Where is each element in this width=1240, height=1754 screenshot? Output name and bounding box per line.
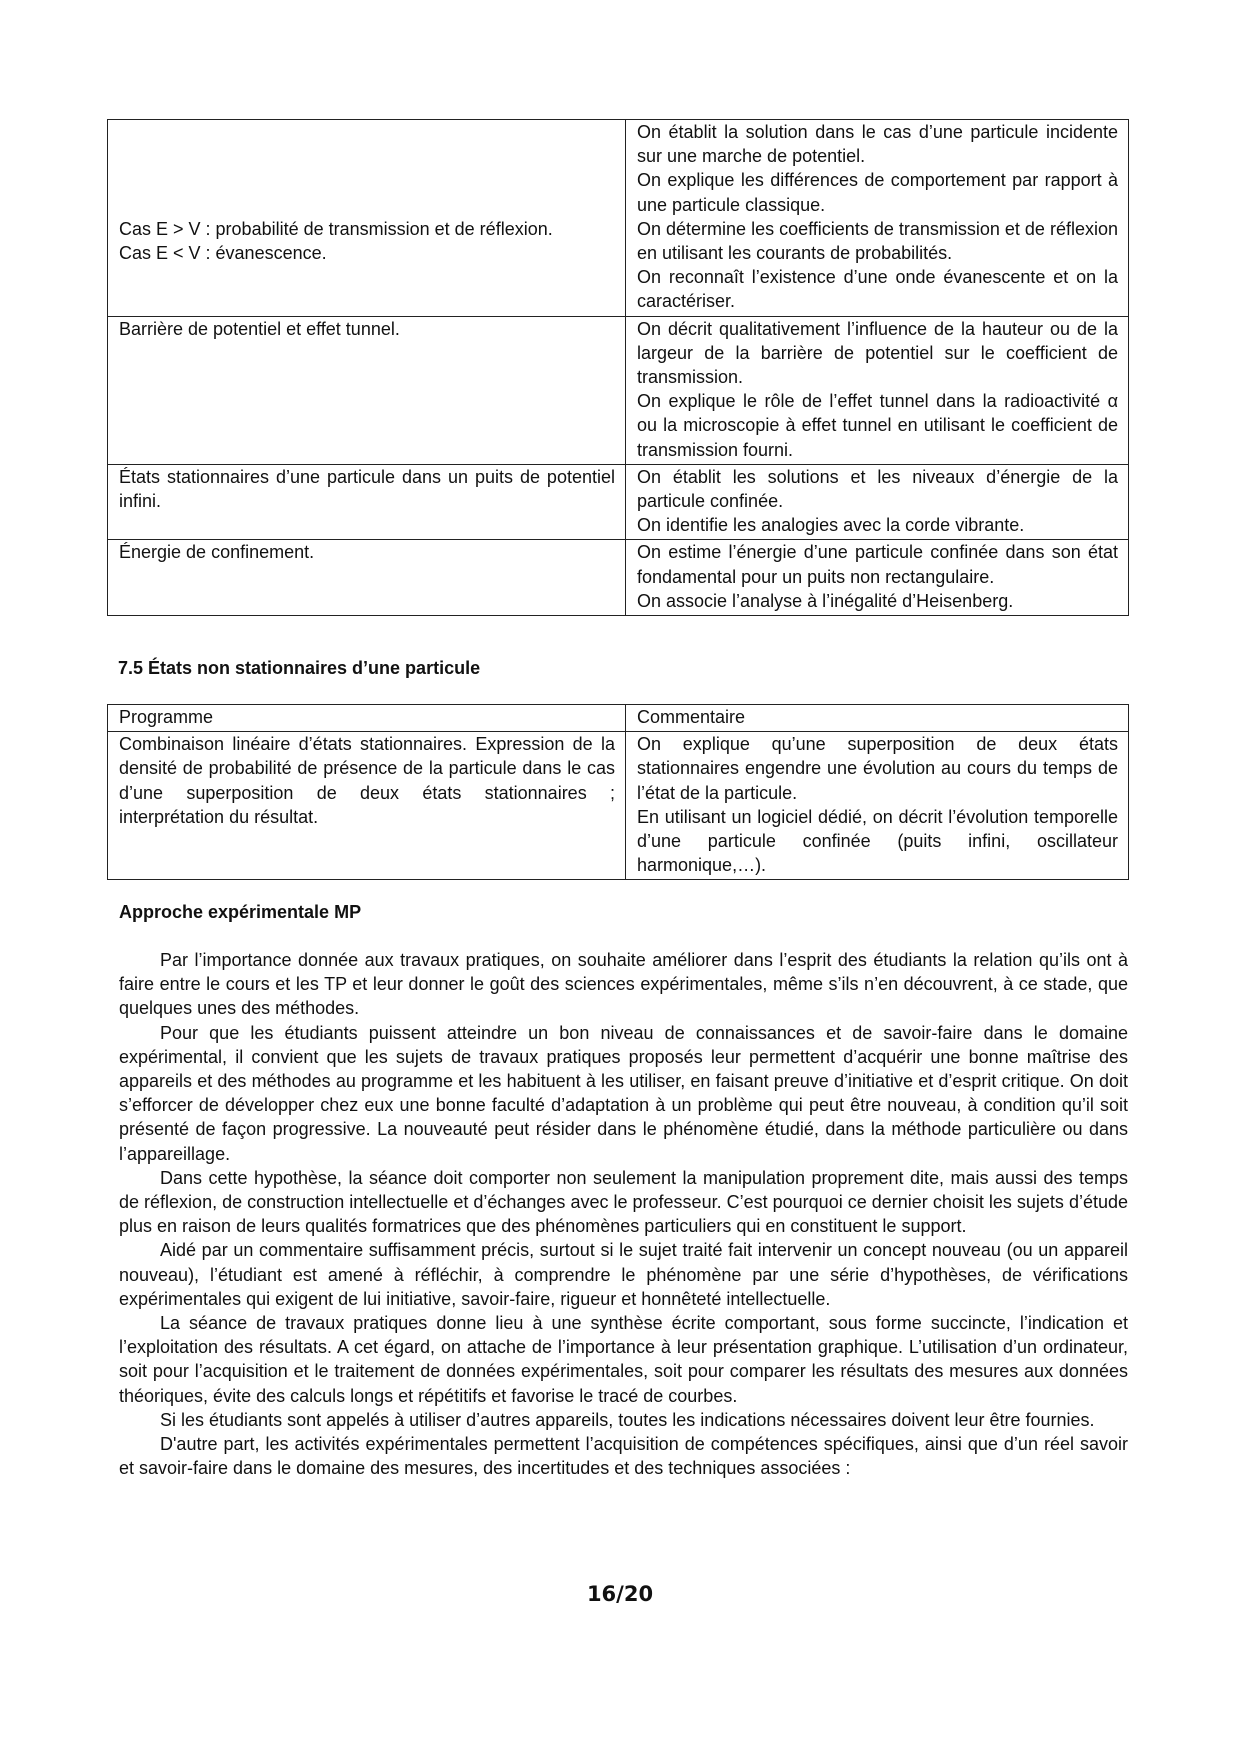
cell-text: On associe l’analyse à l’inégalité d’Heisenberg. [637, 590, 1014, 611]
cell-text: On établit la solution dans le cas d’une particule incidente sur une marche de potentiel. [637, 122, 1118, 167]
program-table-continued [107, 119, 1129, 616]
program-cell [108, 732, 626, 880]
header-commentaire: Commentaire [626, 705, 1129, 732]
paragraph: La séance de travaux pratiques donne lieu à une synthèse écrite comportant, sous forme succincte, l’indication et l’exploitation des résultats. A cet égard, on attache de l’importance à leur présentation graphique. L’utilisation d’un ordinateur, soit pour l’acquisition et le traitement de données expérimentales, soit pour comparer les résultats des mesures aux données théoriques, évite des calculs longs et répétitifs et favorise le tracé de courbes. [119, 1313, 1128, 1406]
table-header-row [108, 705, 1129, 732]
page-number: 16/20 [586, 1582, 654, 1606]
cell-text: Cas E > V : probabilité de transmission et de réflexion. [119, 218, 553, 239]
cell-text: On explique qu’une superposition de deux états stationnaires engendre une évolution au cours du temps de l’état de la particule. [637, 734, 1118, 803]
cell-text: Combinaison linéaire d’états stationnaires. Expression de la densité de probabilité de présence de la particule dans le cas d’une superposition de deux états stationnaires ; interprétation du résultat. [119, 734, 615, 827]
program-cell [108, 316, 626, 464]
table-row [108, 540, 1129, 616]
cell-text: En utilisant un logiciel dédié, on décrit l’évolution temporelle d’une particule confinée (puits infini, oscillateur harmonique,…). [637, 806, 1118, 876]
program-cell [108, 540, 626, 616]
program-cell [108, 464, 626, 540]
paragraph: Pour que les étudiants puissent atteindre un bon niveau de connaissances et de savoir-faire dans le domaine expérimental, il convient que les sujets de travaux pratiques proposés leur permettent d’acquérir une bonne maîtrise des appareils et des méthodes au programme et les habituent à les utiliser, en faisant preuve d’initiative et d’esprit critique. On doit s’efforcer de développer chez eux une bonne faculté d’adaptation à un problème qui peut être nouveau, à condition qu’il soit présenté de façon progressive. La nouveauté peut résider dans le phénomène étudié, dans la méthode particulière ou dans l’appareillage. [119, 1022, 1128, 1164]
comment-cell [626, 540, 1129, 616]
table-row [108, 464, 1129, 540]
table-row [108, 732, 1129, 880]
cell-text: On décrit qualitativement l’influence de la hauteur ou de la largeur de la barrière de potentiel sur le coefficient de transmission. [637, 318, 1118, 388]
comment-cell [626, 316, 1129, 464]
comment-cell [626, 732, 1129, 880]
cell-text: Barrière de potentiel et effet tunnel. [119, 318, 400, 339]
section-heading: 7.5 États non stationnaires d’une particule [118, 658, 481, 678]
cell-text: Cas E < V : évanescence. [119, 243, 327, 263]
paragraph: Dans cette hypothèse, la séance doit comporter non seulement la manipulation proprement dite, mais aussi des temps de réflexion, de construction intellectuelle et d’échanges avec le professeur. C’est pourquoi ce dernier choisit les sujets d’étude plus en raison de leurs qualités formatrices que des phénomènes particuliers qui en constituent le support. [119, 1167, 1128, 1237]
comment-cell [626, 464, 1129, 540]
approche-heading: Approche expérimentale MP [119, 902, 362, 922]
header-programme: Programme [108, 705, 626, 732]
table-row [108, 316, 1129, 464]
cell-text: On explique le rôle de l’effet tunnel dans la radioactivité α ou la microscopie à effet tunnel en utilisant le coefficient de transmission fourni. [637, 391, 1118, 460]
table-row [108, 120, 1129, 317]
program-table-7-5 [107, 704, 1129, 880]
cell-text: Énergie de confinement. [119, 542, 315, 563]
cell-text: On reconnaît l’existence d’une onde évanescente et on la caractériser. [637, 267, 1118, 312]
approche-body [119, 948, 1128, 1480]
cell-text: On identifie les analogies avec la corde vibrante. [637, 515, 1025, 536]
paragraph: D'autre part, les activités expérimentales permettent l’acquisition de compétences spécifiques, ainsi que d’un réel savoir et savoir-faire dans le domaine des mesures, des incertitudes et des techniques associées : [119, 1434, 1128, 1479]
cell-text: On établit les solutions et les niveaux d’énergie de la particule confinée. [637, 466, 1118, 512]
paragraph: Si les étudiants sont appelés à utiliser d’autres appareils, toutes les indications nécessaires doivent leur être fournies. [160, 1409, 1095, 1430]
program-cell [108, 120, 626, 317]
cell-text: On détermine les coefficients de transmission et de réflexion en utilisant les courants de probabilités. [637, 218, 1118, 264]
cell-text: États stationnaires d’une particule dans un puits de potentiel infini. [119, 466, 615, 512]
paragraph: Aidé par un commentaire suffisamment précis, surtout si le sujet traité fait intervenir un concept nouveau (ou un appareil nouveau), l’étudiant est amené à réfléchir, à comprendre le phénomène par une série d’hypothèses, de vérifications expérimentales qui exigent de lui initiative, savoir-faire, rigueur et honnêteté intellectuelle. [119, 1240, 1128, 1309]
cell-text: On explique les différences de comportement par rapport à une particule classique. [637, 170, 1118, 215]
cell-text: On estime l’énergie d’une particule confinée dans son état fondamental pour un puits non rectangulaire. [637, 542, 1118, 587]
comment-cell [626, 120, 1129, 317]
paragraph: Par l’importance donnée aux travaux pratiques, on souhaite améliorer dans l’esprit des étudiants la relation qu’ils ont à faire entre le cours et les TP et leur donner le goût des sciences expérimentales, même s’ils n’en découvrent, à ce stade, que quelques unes des méthodes. [119, 950, 1128, 1019]
